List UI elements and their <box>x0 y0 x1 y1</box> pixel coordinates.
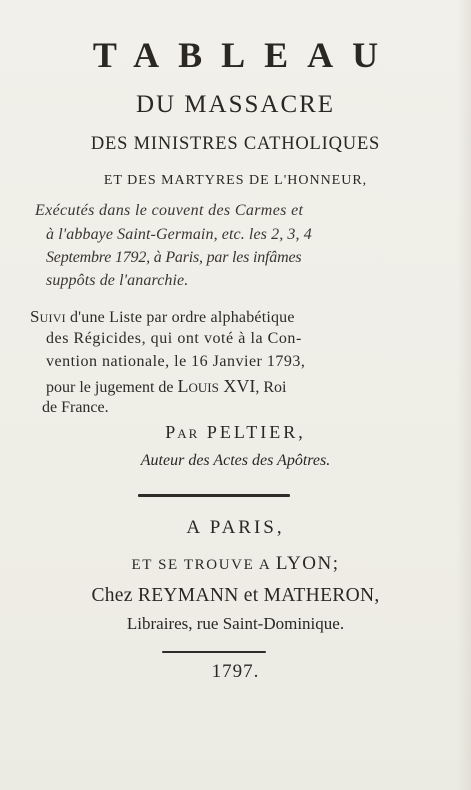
imprint-lyon <box>0 553 471 575</box>
title-main: TABLEAU <box>92 35 398 75</box>
lyon-city: LYON; <box>275 553 340 574</box>
year-rule <box>162 651 266 653</box>
suivi-rest: d'une Liste par ordre alphabétique <box>65 309 295 326</box>
executes-line-1: Exécutés dans le couvent des Carmes et <box>35 202 304 219</box>
title-martyres: ET DES MARTYRES DE L'HONNEUR, <box>103 173 368 188</box>
chez-lead: Chez <box>91 585 138 606</box>
suivi-roi: , Roi <box>255 379 287 396</box>
suivi-line-2: des Régicides, qui ont voté à la Con- <box>46 330 302 347</box>
publishers: REYMANN et MATHERON, <box>137 585 380 606</box>
title-du-massacre: DU MASSACRE <box>135 91 336 118</box>
author-name: PELTIER, <box>206 422 306 442</box>
executes-line-3: Septembre 1792, à Paris, par les infâmes <box>46 249 302 266</box>
author-line <box>0 422 471 443</box>
suivi-line-1 <box>30 307 295 327</box>
separator-rule <box>138 494 290 497</box>
imprint-year: 1797. <box>211 661 260 682</box>
suivi-lead: Suivi <box>30 307 66 326</box>
author-description: Auteur des Actes des Apôtres. <box>140 452 331 469</box>
louis-xvi: Louis XVI <box>177 376 256 396</box>
suivi-line-4 <box>46 376 286 397</box>
executes-line-2: à l'abbaye Saint-Germain, etc. les 2, 3, 4 <box>46 226 312 243</box>
suivi-line-3: vention nationale, le 16 Janvier 1793, <box>46 353 306 370</box>
imprint-chez <box>0 585 471 607</box>
imprint-libraires: Libraires, rue Saint-Dominique. <box>126 614 345 633</box>
imprint-city: A PARIS, <box>186 517 285 538</box>
title-ministres: DES MINISTRES CATHOLIQUES <box>90 134 381 154</box>
suivi-pour: pour le jugement de <box>46 379 178 396</box>
suivi-line-5: de France. <box>42 399 109 416</box>
executes-line-4: suppôts de l'anarchie. <box>46 272 189 289</box>
author-by: Par <box>165 422 200 442</box>
lyon-prefix: ET SE TROUVE A <box>131 557 271 573</box>
